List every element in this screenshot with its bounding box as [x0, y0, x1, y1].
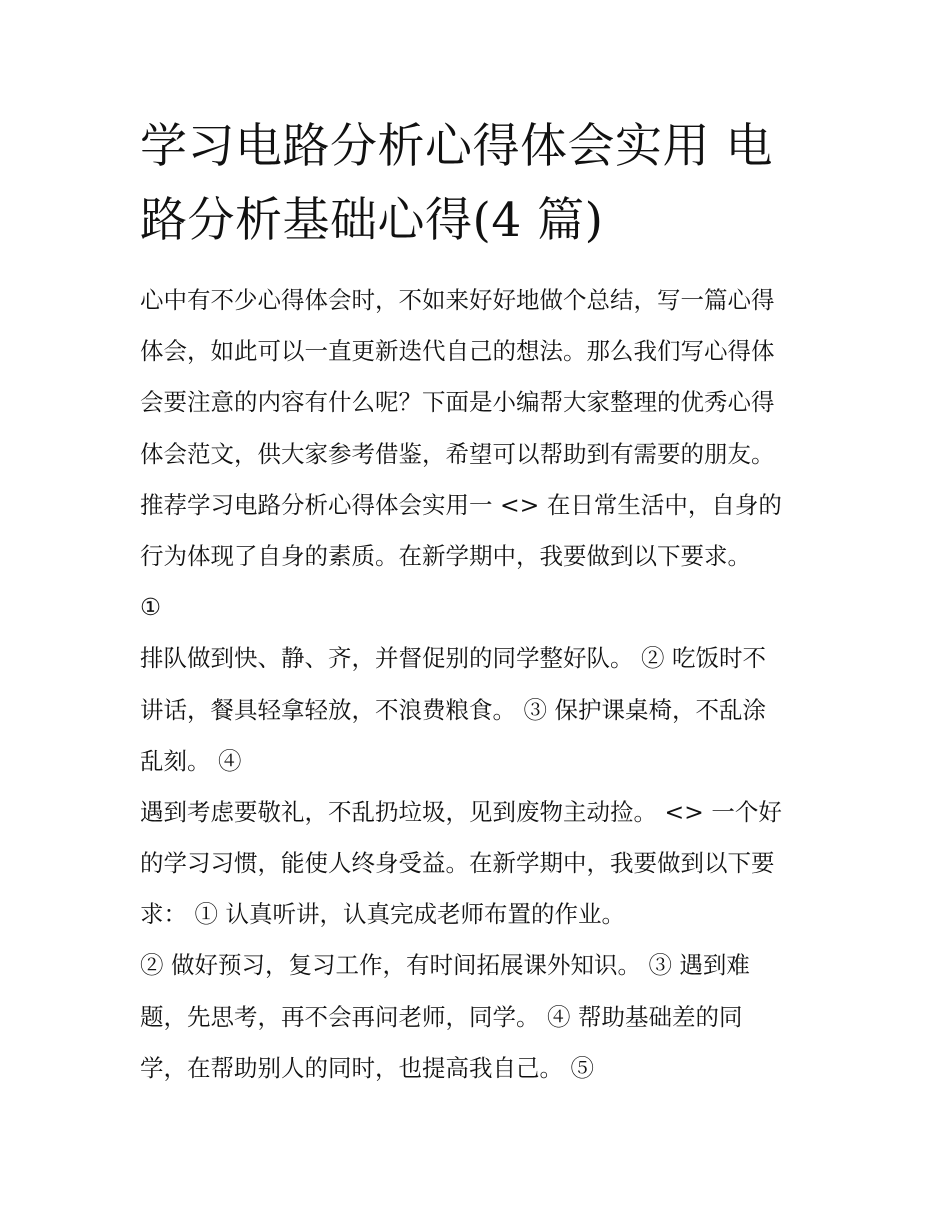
body-line: 体会，如此可以一直更新迭代自己的想法。那么我们写心得体 — [140, 337, 775, 366]
body-line: 推荐学习电路分析心得体会实用一 <> 在日常生活中，自身的 — [140, 490, 782, 519]
body-line: 会要注意的内容有什么呢？下面是小编帮大家整理的优秀心得 — [140, 388, 775, 417]
title-line: 路分析基础心得(4 篇) — [140, 193, 604, 248]
body-line: 体会范文，供大家参考借鉴，希望可以帮助到有需要的朋友。 — [140, 439, 775, 468]
body-line: 题，先思考，再不会再问老师，同学。 ④ 帮助基础差的同 — [140, 1002, 743, 1031]
body-line: 学，在帮助别人的同时，也提高我自己。 ⑤ — [140, 1053, 594, 1082]
body-line: ② 做好预习，复习工作，有时间拓展课外知识。 ③ 遇到难 — [140, 951, 750, 980]
body-line: 乱刻。 ④ — [140, 746, 242, 775]
body-line: 遇到考虑要敬礼，不乱扔垃圾，见到废物主动捡。 <> 一个好 — [140, 797, 782, 826]
body-line: 讲话，餐具轻拿轻放，不浪费粮食。 ③ 保护课桌椅，不乱涂 — [140, 695, 766, 724]
body-line: 心中有不少心得体会时，不如来好好地做个总结，写一篇心得 — [140, 286, 775, 314]
title-line: 学习电路分析心得体会实用 电 — [140, 119, 773, 174]
body-line: 行为体现了自身的素质。在新学期中，我要做到以下要求。 — [140, 541, 751, 570]
body-line: 的学习习惯，能使人终身受益。在新学期中，我要做到以下要 — [140, 849, 775, 878]
body-line: 排队做到快、静、齐，并督促别的同学整好队。 ② 吃饭时不 — [140, 644, 766, 673]
body-line: 求： ① 认真听讲，认真完成老师布置的作业。 — [140, 900, 625, 929]
document-title — [140, 110, 820, 258]
document-body — [140, 275, 830, 1094]
body-line: ① — [140, 593, 162, 622]
